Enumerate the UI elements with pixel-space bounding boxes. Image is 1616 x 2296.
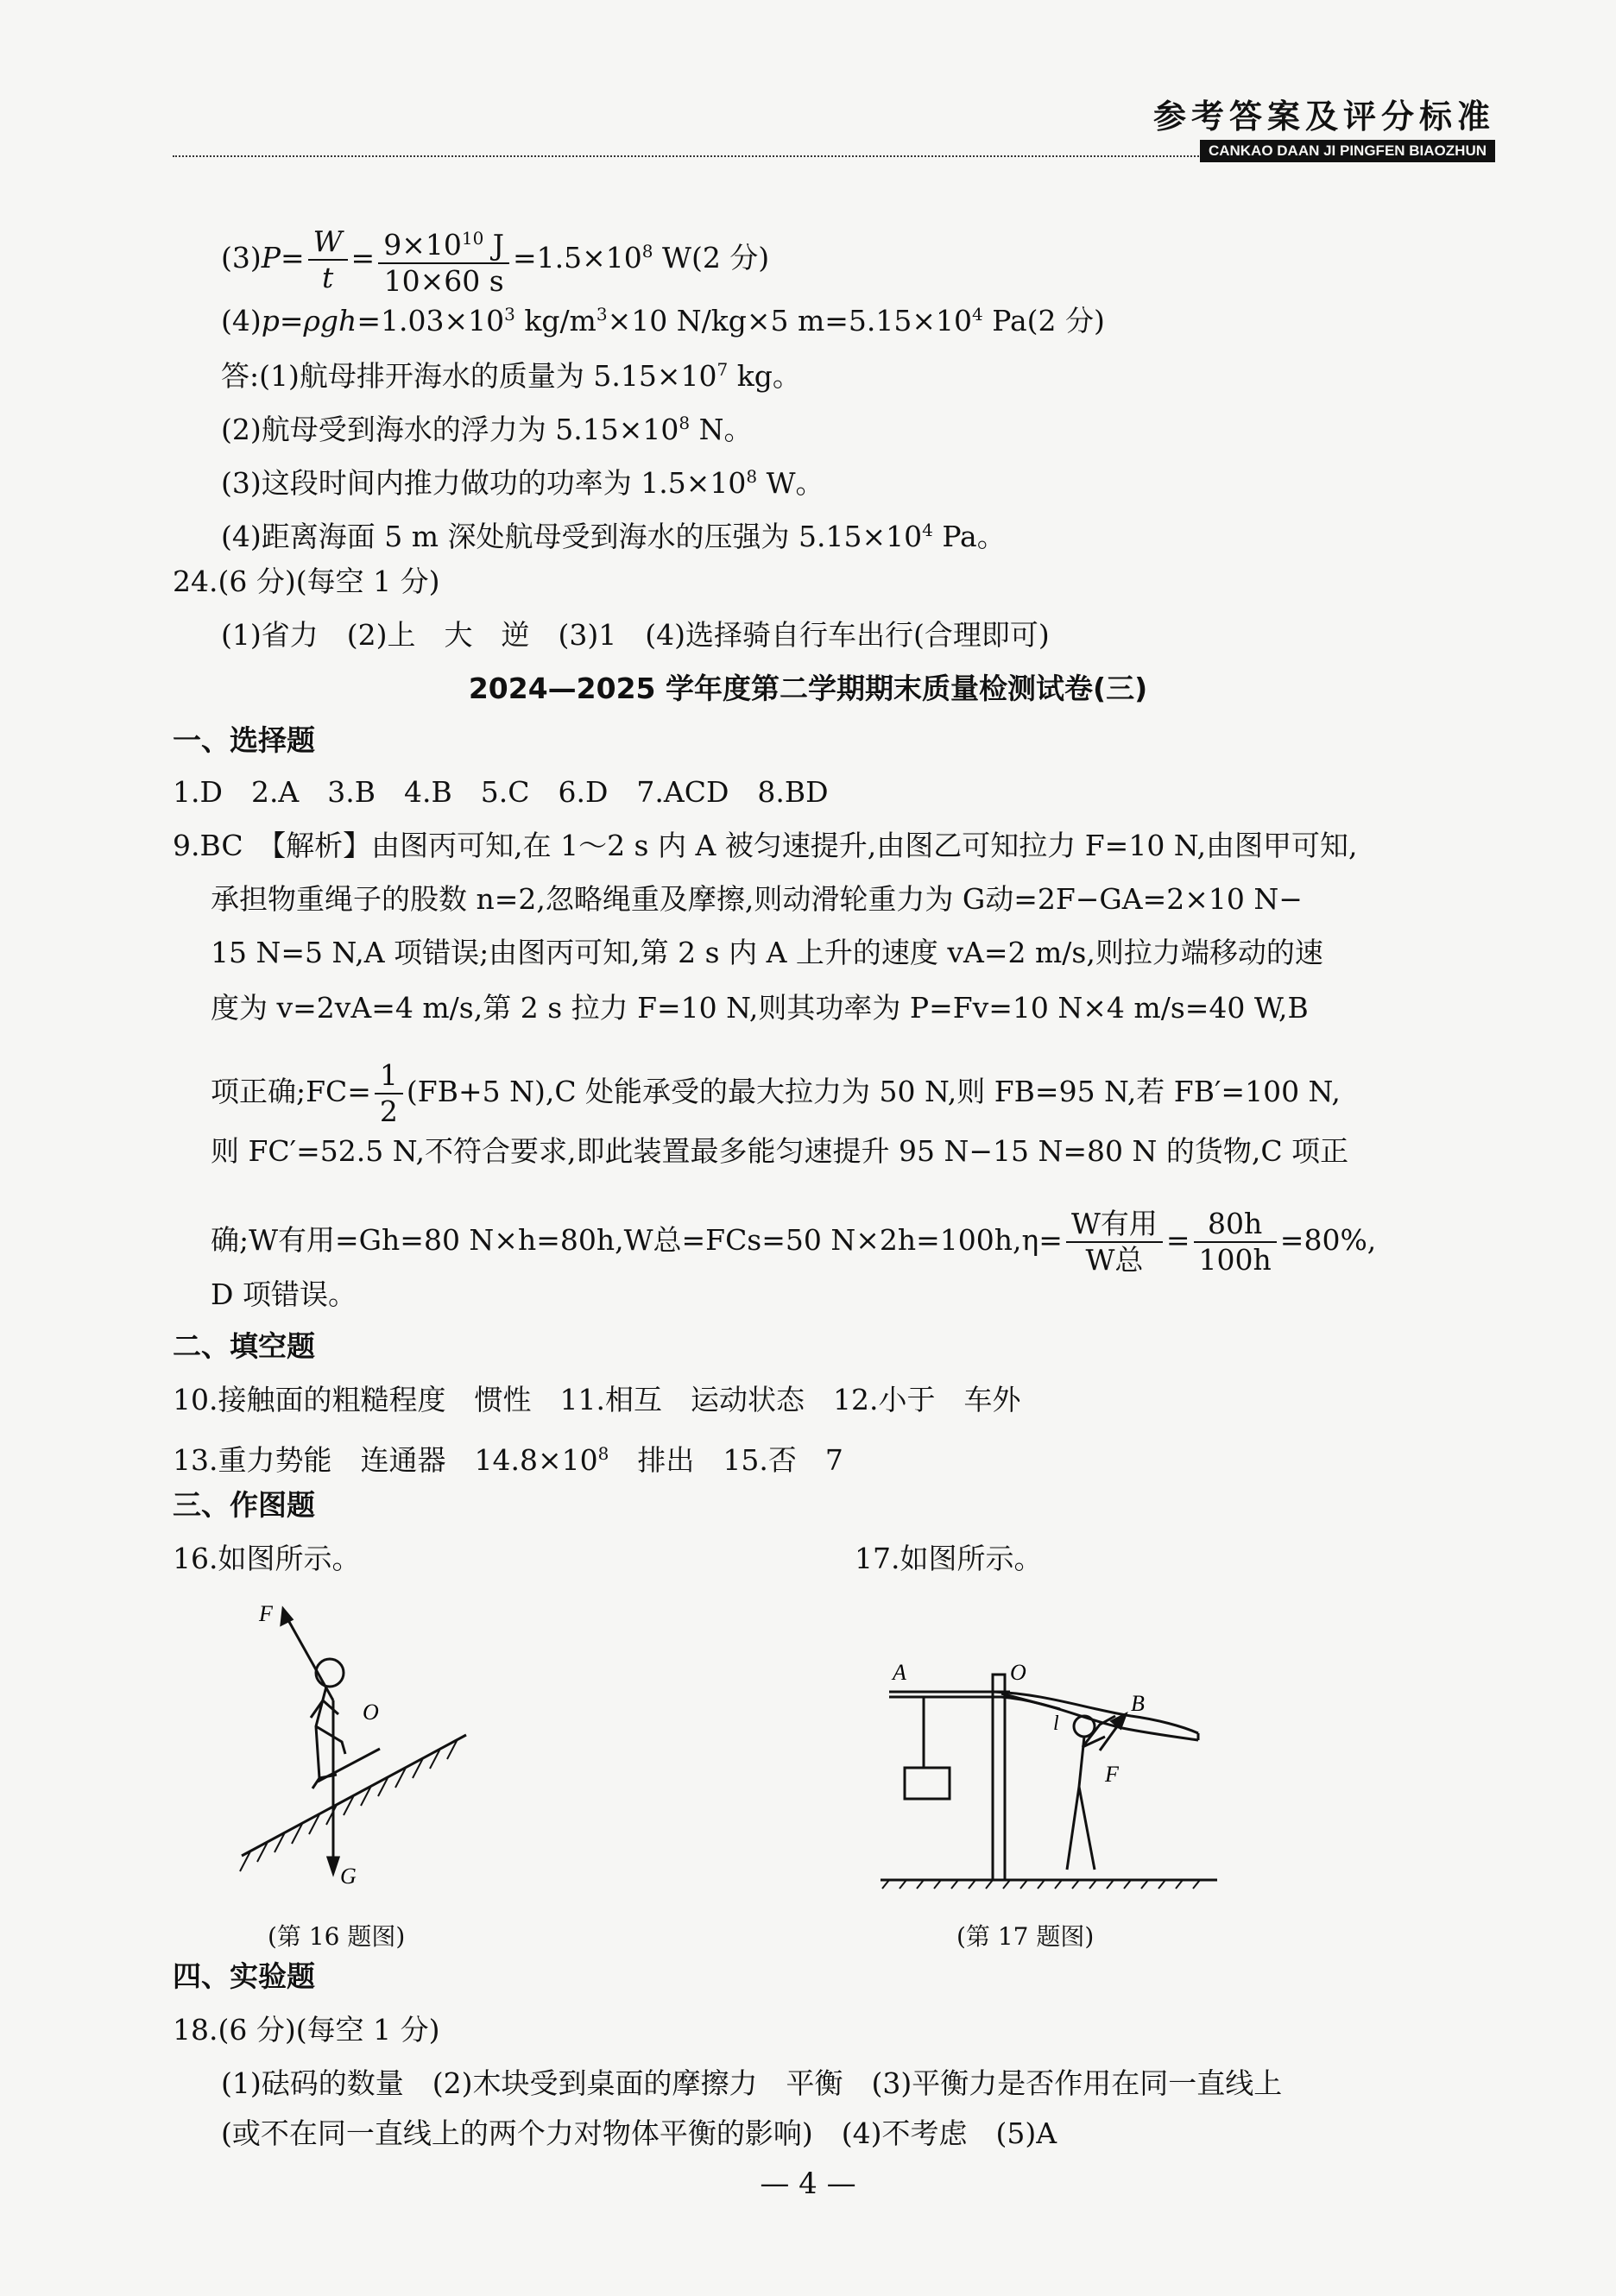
figure-16 [233,1597,483,1890]
q9-line-6: 则 FC′=52.5 N,不符合要求,即此装置最多能匀速提升 95 N−15 N=80 N 的货物,C 项正 [211,1134,1349,1168]
q9-line-1: 9.BC 【解析】由图丙可知,在 1～2 s 内 A 被匀速提升,由图乙可知拉力 F=10 N,由图甲可知, [173,829,1358,862]
test-title: 2024—2025 学年度第二学期期末质量检测试卷(三) [468,672,1148,705]
page-number: — 4 — [760,2167,856,2201]
header-title: 参考答案及评分标准 [1152,98,1495,136]
fig16-label-F: F [259,1601,273,1626]
fig16-label-G: G [340,1864,357,1889]
fig17-label-l: l [1053,1713,1059,1735]
q17-label: 17.如图所示。 [855,1542,1043,1575]
q18-line-1: (1)砝码的数量 (2)木块受到桌面的摩擦力 平衡 (3)平衡力是否作用在同一直线上 [221,2066,1283,2100]
q23-answer-3: (3)这段时间内推力做功的功率为 $1.5\times 10^8$ W。 [221,466,824,500]
q9-line-4: 度为 v=2vA=4 m/s,第 2 s 拉力 F=10 N,则其功率为 P=Fv=10 N×4 m/s=40 W,B [211,991,1309,1025]
q9-line-5: 项正确;FC= $\frac{1}{2}$ (FB+5 N),C 处能承受的最大拉力为 50 N,则 FB=95 N,若 FB′=100 N, [211,1058,1341,1128]
q24-answer: (1)省力 (2)上 大 逆 (3)1 (4)选择骑自行车出行(合理即可) [221,618,1050,652]
q23-answer-2: (2)航母受到海水的浮力为 $5.15\times 10^8$ N。 [221,413,753,446]
section-4-title: 四、实验题 [173,1959,315,1993]
fig17-label-B: B [1131,1691,1145,1716]
fig17-label-F: F [1105,1762,1119,1787]
fig17-label-O: O [1010,1660,1026,1685]
q9-line-2: 承担物重绳子的股数 n=2,忽略绳重及摩擦,则动滑轮重力为 G动=2F−GA=2×10 N− [211,882,1303,916]
section-1-title: 一、选择题 [173,723,315,757]
q16-label: 16.如图所示。 [173,1542,361,1575]
section-2-title: 二、填空题 [173,1329,315,1363]
section-1-answers: 1.D 2.A 3.B 4.B 5.C 6.D 7.ACD 8.BD [173,775,829,809]
q9-line-8: D 项错误。 [211,1277,357,1311]
fig16-label-O: O [363,1700,379,1725]
figure-17 [872,1640,1234,1890]
caption-17: (第 17 题图) [956,1922,1095,1951]
q9-line-7: 确;W有用=Gh=80 N×h=80h,W总=FCs=50 N×2h=100h,η= $\frac{\text{W有用}}{\text{W总}}$ = $\frac{80h}{100h}$ =80%, [211,1207,1377,1277]
section-2-line-1: 10.接触面的粗糙程度 惯性 11.相互 运动状态 12.小于 车外 [173,1383,1021,1416]
section-3-title: 三、作图题 [173,1488,315,1522]
header-subtitle: CANKAO DAAN JI PINGFEN BIAOZHUN [1200,140,1495,162]
q18-line-2: (或不在同一直线上的两个力对物体平衡的影响) (4)不考虑 (5)A [221,2116,1057,2150]
q23-part3: (3)P= $\frac{W}{t}$ = $\frac{9\times 10^{10} J}{10\times 60 s}$ $=1.5\times 10^8$ W(2 分) [221,221,769,299]
q9-line-3: 15 N=5 N,A 项错误;由图丙可知,第 2 s 内 A 上升的速度 vA=2 m/s,则拉力端移动的速 [211,936,1323,969]
section-2-line-2: 13.重力势能 连通器 $14.8\times 10^8$ 排出 15.否 7 [173,1443,843,1477]
q23-part4: $(4)p=\rho gh=1.03\times 10^3$ $kg/m^3\times 10$ N/kg×5 $m=5.15\times 10^4$ Pa(2 分) [221,304,1105,337]
fig17-label-A: A [893,1660,906,1685]
caption-16: (第 16 题图) [268,1922,406,1951]
q23-answer-4: (4)距离海面 5 m 深处航母受到海水的压强为 $5.15\times 10^4$ Pa。 [221,520,1006,553]
q23-answer-1: 答:(1)航母排开海水的质量为 $5.15\times 10^7$ kg。 [221,359,801,393]
q18-heading: 18.(6 分)(每空 1 分) [173,2013,440,2047]
q24-heading: 24.(6 分)(每空 1 分) [173,565,440,598]
header-divider [173,155,1271,157]
